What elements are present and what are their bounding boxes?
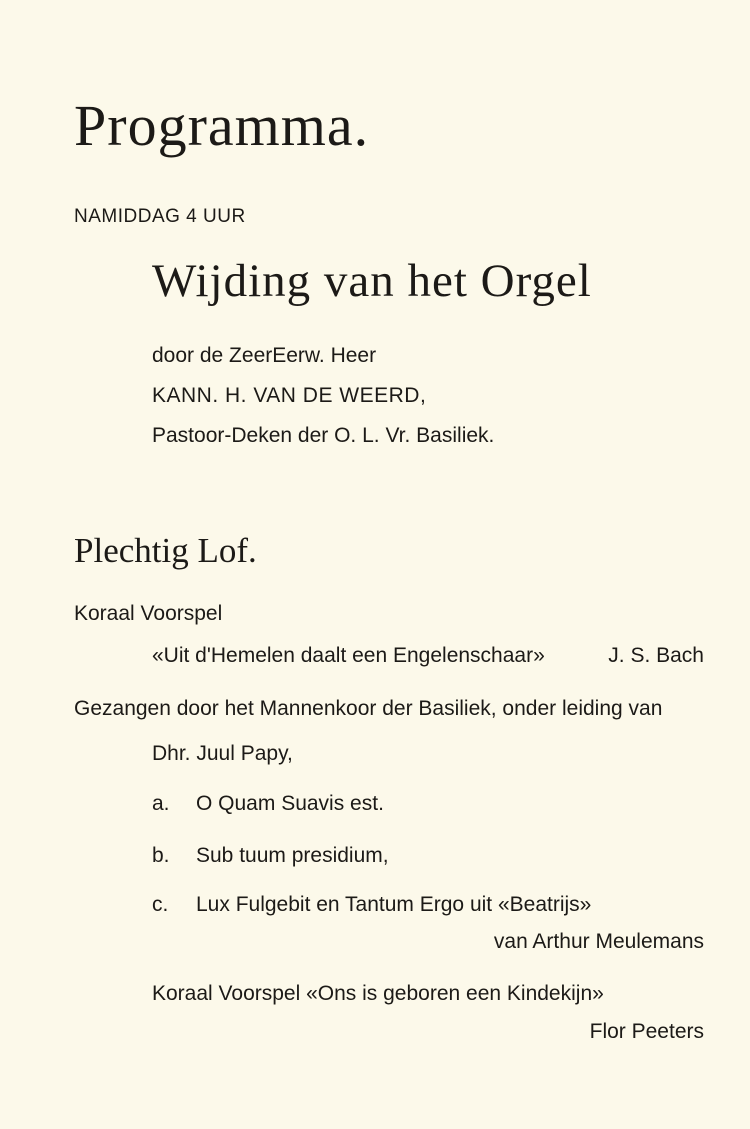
page-title: Programma. xyxy=(74,93,370,158)
list-item xyxy=(152,792,384,816)
koraal-label: Koraal Voorspel xyxy=(74,602,223,625)
list-marker: c. xyxy=(152,893,169,916)
consecration-line: KANN. H. VAN DE WEERD, xyxy=(152,384,427,407)
consecration-line: Pastoor-Deken der O. L. Vr. Basiliek. xyxy=(152,424,495,447)
koraal-piece: «Uit d'Hemelen daalt een Engelenschaar» xyxy=(152,644,545,667)
section-heading: Plechtig Lof. xyxy=(74,531,257,570)
gezangen-composer: van Arthur Meulemans xyxy=(493,930,704,953)
list-item-text: O Quam Suavis est. xyxy=(196,792,384,815)
list-marker: a. xyxy=(152,792,170,815)
gezangen-intro: Gezangen door het Mannenkoor der Basiliek, onder leiding van xyxy=(74,697,663,720)
list-item-text: Sub tuum presidium, xyxy=(196,844,389,867)
list-marker: b. xyxy=(152,844,170,867)
closing-composer: Flor Peeters xyxy=(589,1020,704,1043)
list-item xyxy=(152,893,591,917)
consecration-title: Wijding van het Orgel xyxy=(152,255,592,307)
consecration-line: door de ZeerEerw. Heer xyxy=(152,344,377,367)
list-item xyxy=(152,844,389,868)
start-time: NAMIDDAG 4 UUR xyxy=(74,206,246,227)
koraal-closing: Koraal Voorspel «Ons is geboren een Kindekijn» xyxy=(152,982,604,1005)
choir-leader: Dhr. Juul Papy, xyxy=(152,742,293,765)
list-item-text: Lux Fulgebit en Tantum Ergo uit «Beatrijs» xyxy=(196,893,592,916)
koraal-composer: J. S. Bach xyxy=(608,644,704,667)
